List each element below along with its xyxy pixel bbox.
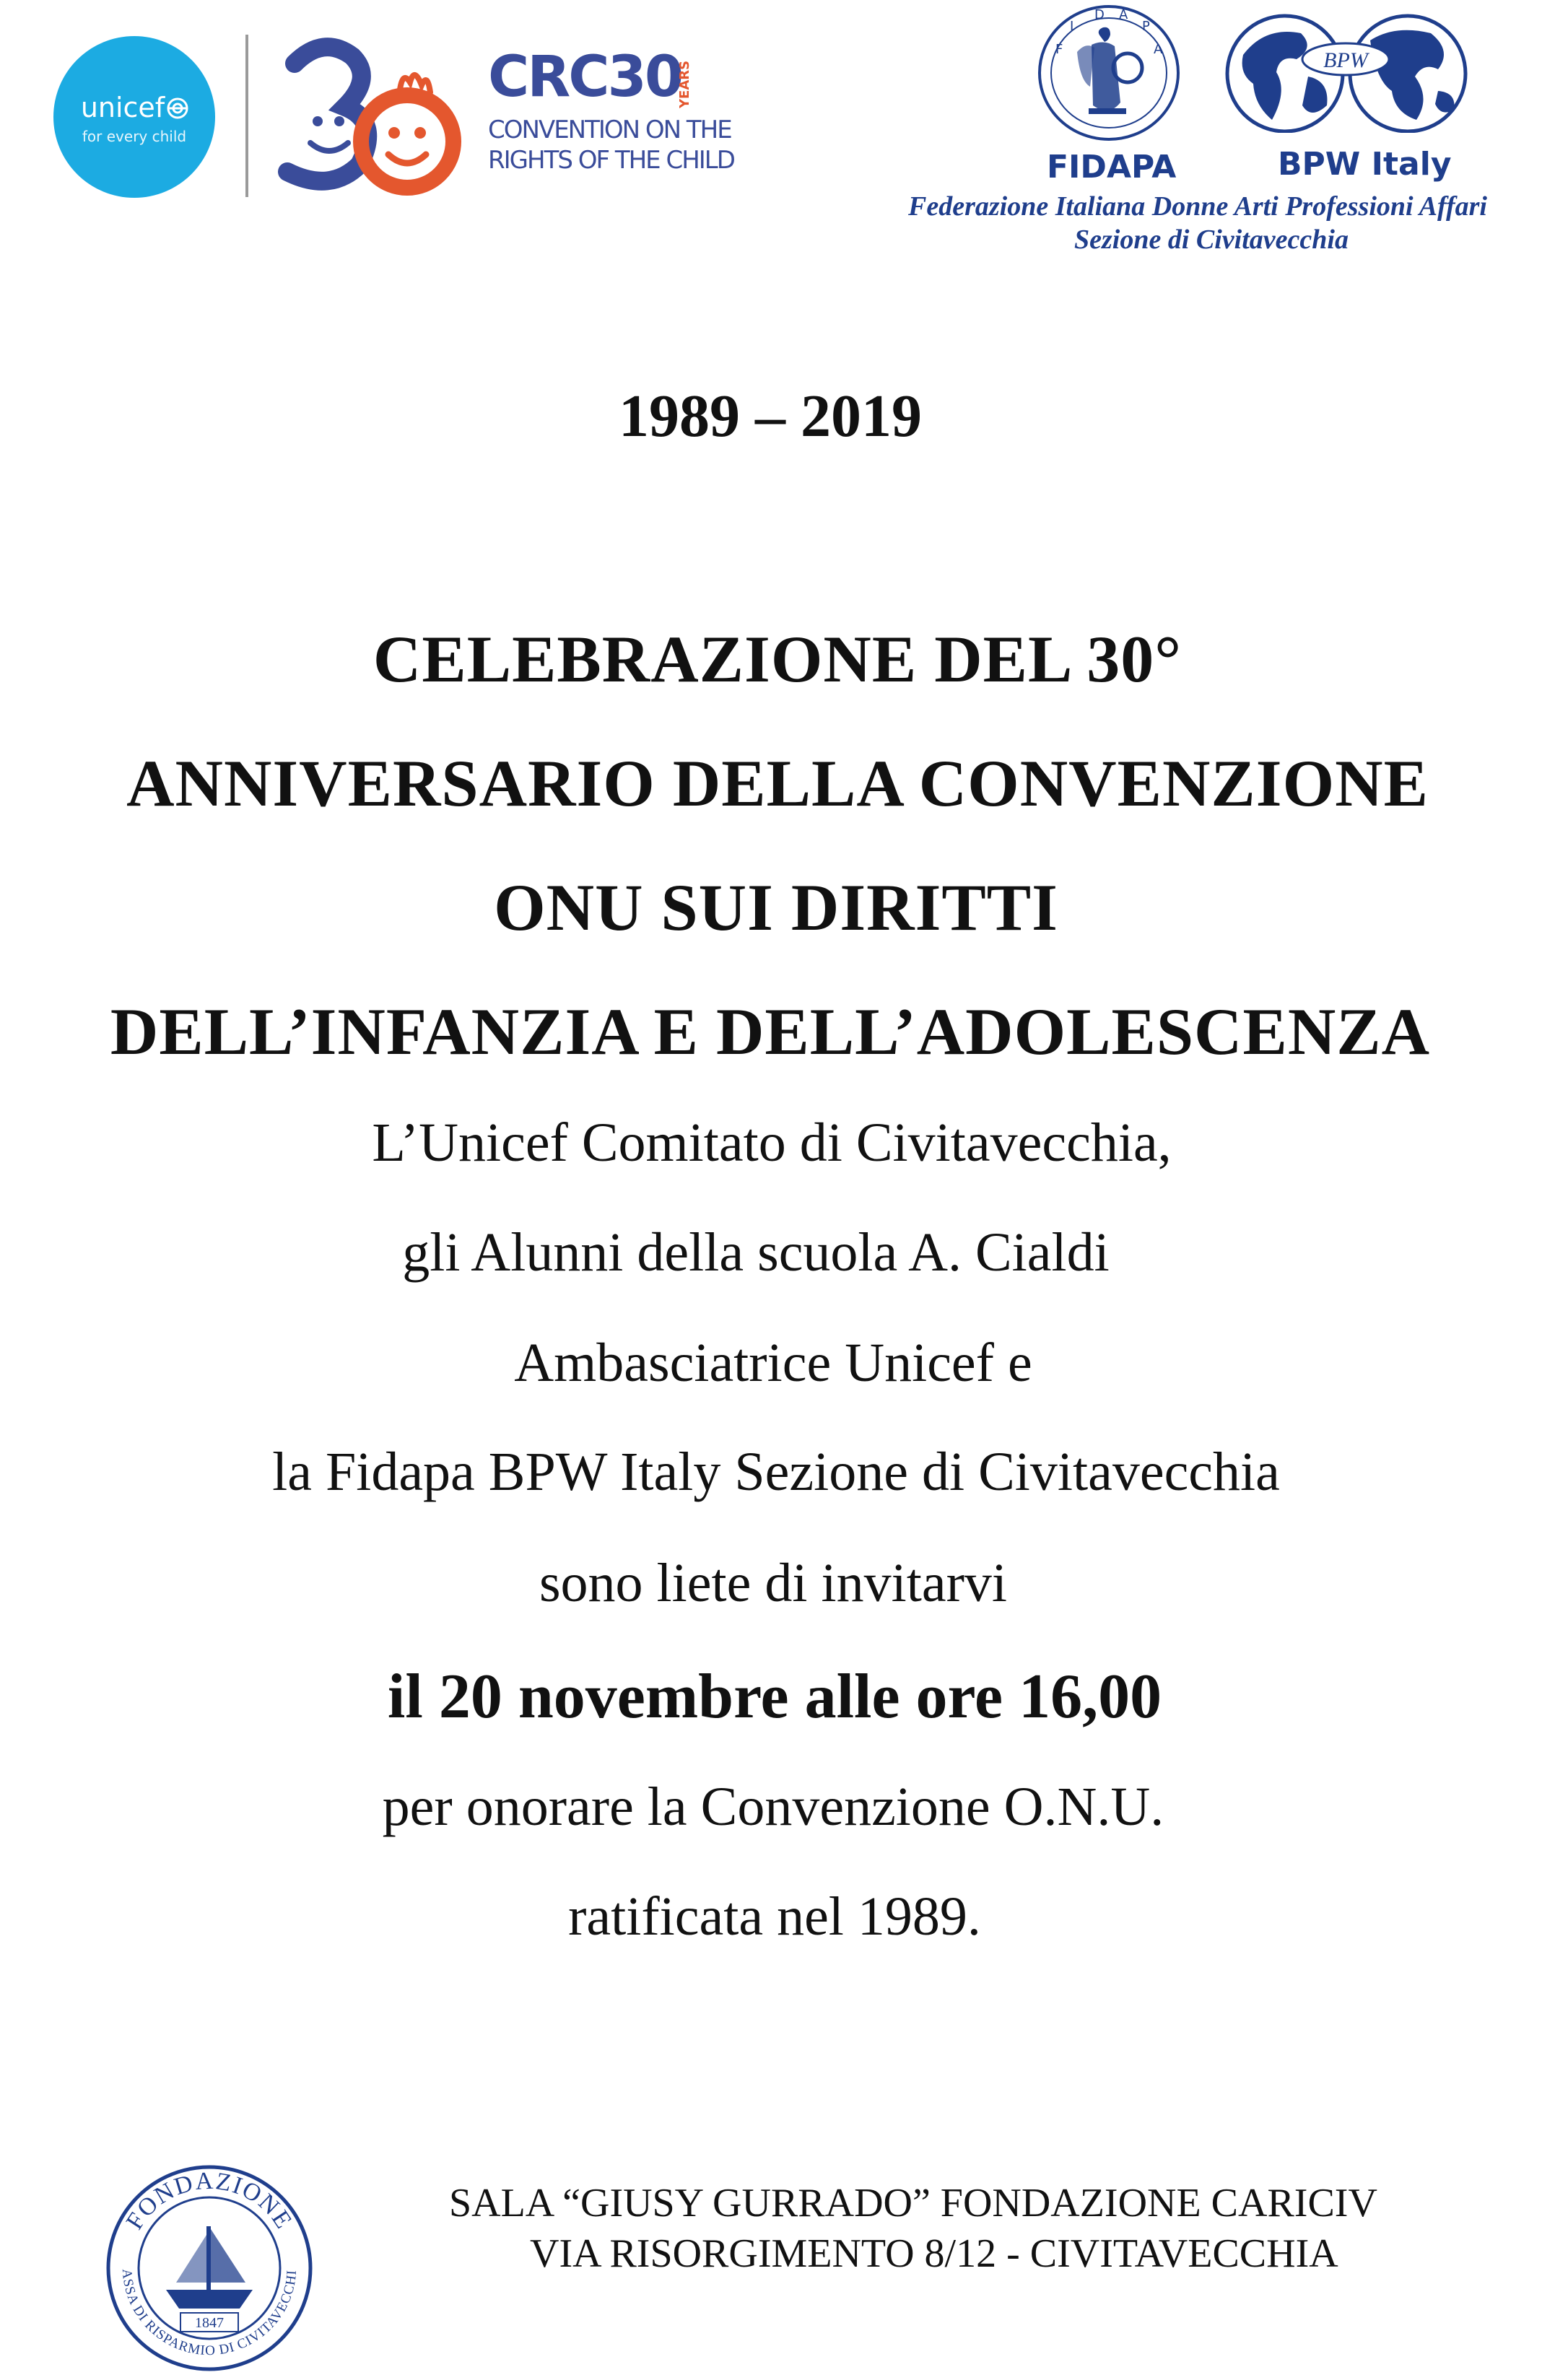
fondazione-seal-logo-icon (101, 2160, 318, 2376)
headline-line-1: CELEBRAZIONE DEL 30° (373, 622, 1182, 696)
crc30-title: CRC30 (488, 45, 682, 110)
closing-line-2: ratificata nel 1989. (568, 1886, 981, 1947)
fondazione-ring-text: ASSA DI RISPARMIO DI CIVITAVECCHI (118, 2268, 300, 2359)
fondazione-year: 1847 (195, 2315, 224, 2331)
crc30-years: YEARS (677, 60, 692, 108)
invitation-line-3: Ambasciatrice Unicef e (514, 1333, 1032, 1393)
svg-text:P: P (1142, 19, 1150, 34)
invitation-line-1: L’Unicef Comitato di Civitavecchia, (372, 1112, 1172, 1173)
svg-text:A: A (1119, 7, 1128, 22)
fidapa-medal-logo-icon (1034, 1, 1184, 144)
venue-name: SALA “GIUSY GURRADO” FONDAZIONE CARICIV (449, 2181, 1377, 2226)
unicef-tagline: for every child (82, 128, 187, 145)
closing-line-1: per onorare la Convenzione O.N.U. (382, 1777, 1164, 1837)
logo-divider (245, 35, 248, 197)
thirty-years-smiley-logo-icon (273, 35, 468, 201)
unicef-wordmark: unicef (80, 92, 165, 123)
headline-line-3: ONU SUI DIRITTI (494, 871, 1058, 944)
federation-line: Federazione Italiana Donne Arti Professioni Affari (908, 191, 1487, 222)
crc30-logo (488, 45, 734, 186)
invitation-line-5: sono liete di invitarvi (539, 1553, 1007, 1613)
venue-address: VIA RISORGIMENTO 8/12 - CIVITAVECCHIA (530, 2231, 1338, 2276)
svg-text:I: I (1070, 19, 1074, 34)
headline-line-2: ANNIVERSARIO DELLA CONVENZIONE (126, 746, 1429, 820)
headline-line-4: DELL’INFANZIA E DELL’ADOLESCENZA (110, 995, 1431, 1068)
bpw-globe-text: BPW (1323, 48, 1368, 72)
anniversary-years: 1989 – 2019 (619, 383, 922, 450)
crc30-line1: CONVENTION ON THE (488, 115, 731, 144)
svg-text:A: A (1154, 42, 1163, 57)
fondazione-top-text: FONDAZIONE (121, 2167, 298, 2235)
invitation-line-4: la Fidapa BPW Italy Sezione di Civitavecchia (272, 1442, 1280, 1502)
bpw-italy-name: BPW Italy (1278, 146, 1452, 183)
crc30-line2: RIGHTS OF THE CHILD (488, 146, 734, 175)
event-date-time: il 20 novembre alle ore 16,00 (387, 1662, 1162, 1732)
svg-text:D: D (1094, 7, 1105, 22)
invitation-line-2: gli Alunni della scuola A. Cialdi (402, 1222, 1110, 1283)
unicef-logo-icon (53, 36, 215, 198)
bpw-globe-logo-icon (1221, 12, 1471, 133)
section-line: Sezione di Civitavecchia (1074, 225, 1349, 255)
svg-text:F: F (1055, 42, 1063, 57)
fidapa-name: FIDAPA (1047, 149, 1177, 186)
